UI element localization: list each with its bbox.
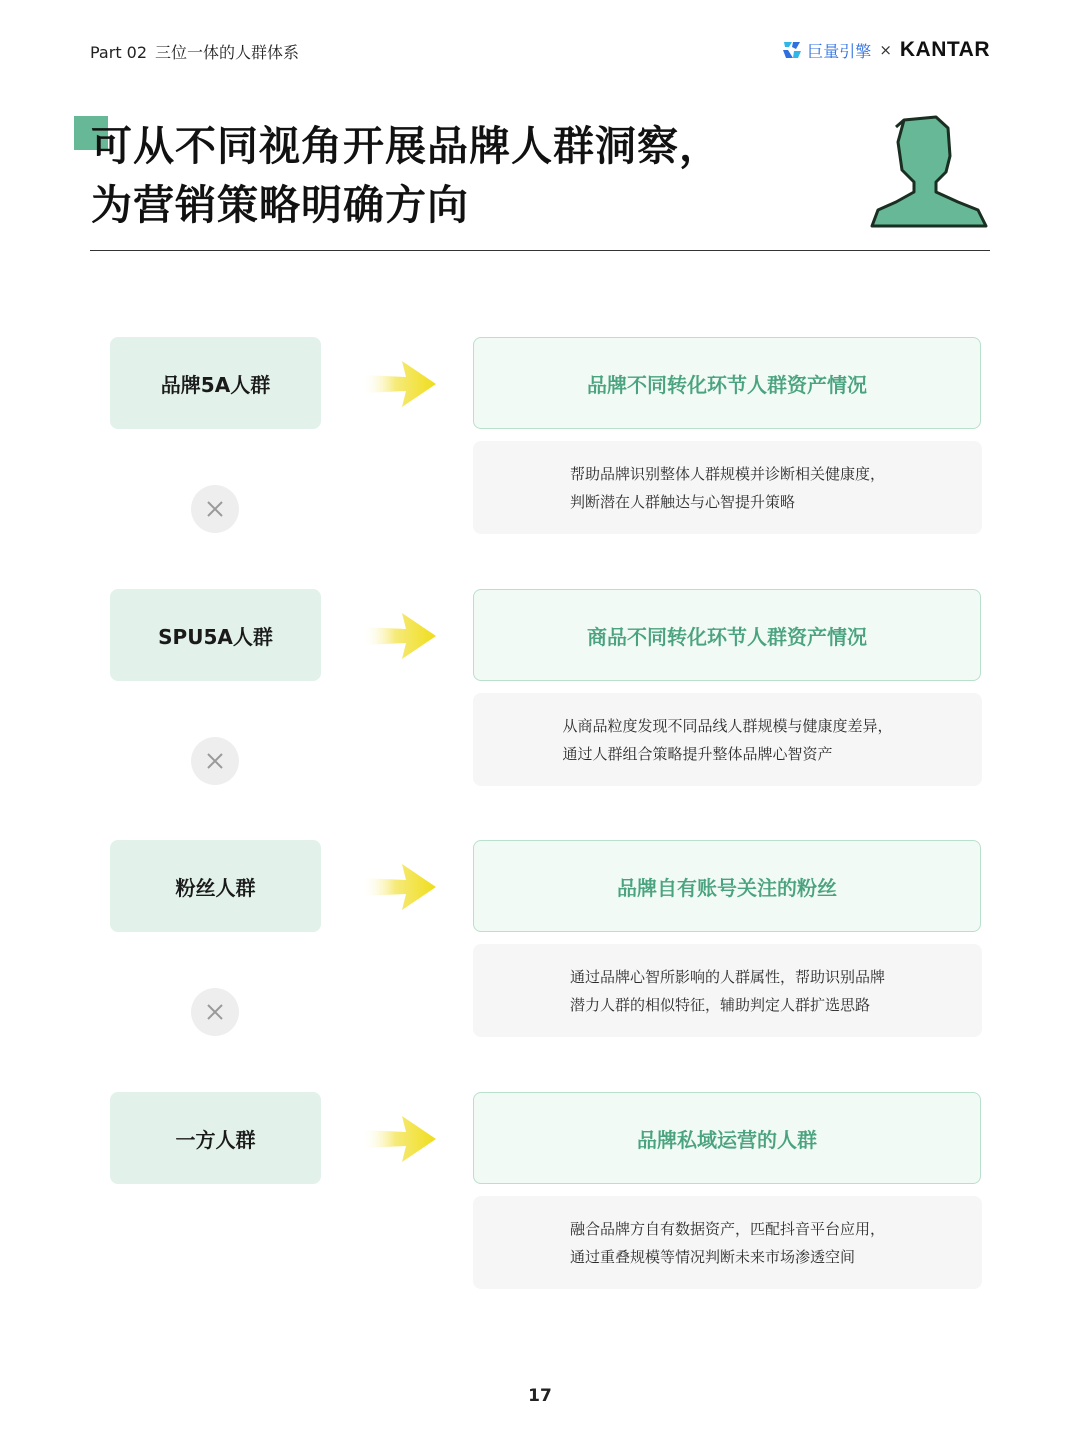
description-line-1: 通过品牌心智所影响的人群属性，帮助识别品牌: [569, 967, 885, 986]
crowd-description: [473, 944, 982, 1037]
crowd-headline: 品牌私域运营的人群: [473, 1092, 981, 1184]
oceanengine-wordmark: 巨量引擎: [807, 41, 872, 61]
person-silhouette-icon: [866, 114, 992, 232]
page-title-line-2: 为营销策略明确方向: [91, 181, 469, 229]
crowd-headline: 品牌不同转化环节人群资产情况: [473, 337, 981, 429]
crowd-label-box: 粉丝人群: [110, 840, 321, 932]
crowd-headline: 品牌自有账号关注的粉丝: [473, 840, 981, 932]
oceanengine-logo: [780, 39, 871, 62]
page-number: 17: [528, 1386, 552, 1406]
crowd-row-fans: [0, 840, 1080, 1040]
crowd-label-box: SPU5A人群: [110, 589, 321, 681]
kantar-logo: KANTAR: [899, 38, 990, 61]
crowd-label-box: 品牌5A人群: [110, 337, 321, 429]
crowd-row-spu-5a: [0, 589, 1080, 789]
arrow-right-icon: [362, 864, 436, 910]
section-name: 三位一体的人群体系: [155, 43, 300, 62]
arrow-right-icon: [362, 1116, 436, 1162]
logo-separator: ×: [879, 41, 892, 59]
arrow-right-icon: [362, 361, 436, 407]
description-line-2: 通过重叠规模等情况判断未来市场渗透空间: [569, 1247, 855, 1266]
part-number: Part 02: [90, 43, 148, 62]
crowd-description: [473, 441, 982, 534]
arrow-right-icon: [362, 613, 436, 659]
section-header: [90, 40, 299, 63]
title-divider: [90, 250, 990, 251]
crowd-description: [473, 1196, 982, 1289]
description-line-2: 潜力人群的相似特征，辅助判定人群扩选思路: [569, 995, 870, 1014]
description-line-2: 判断潜在人群触达与心智提升策略: [569, 492, 795, 511]
times-icon: [191, 737, 239, 785]
crowd-headline: 商品不同转化环节人群资产情况: [473, 589, 981, 681]
description-line-2: 通过人群组合策略提升整体品牌心智资产: [562, 744, 833, 763]
crowd-label-box: 一方人群: [110, 1092, 321, 1184]
crowd-row-first-party: [0, 1092, 1080, 1292]
crowd-description: [473, 693, 982, 786]
page-title: [91, 117, 721, 235]
description-line-1: 融合品牌方自有数据资产，匹配抖音平台应用，: [569, 1219, 885, 1238]
description-line-1: 帮助品牌识别整体人群规模并诊断相关健康度，: [569, 464, 885, 483]
description-line-1: 从商品粒度发现不同品线人群规模与健康度差异，: [562, 716, 893, 735]
crowd-row-brand-5a: [0, 337, 1080, 537]
times-icon: [191, 485, 239, 533]
times-icon: [191, 988, 239, 1036]
partner-logos: [780, 38, 990, 62]
page-title-line-1: 可从不同视角开展品牌人群洞察，: [91, 122, 721, 170]
oceanengine-mark-icon: [780, 39, 804, 61]
